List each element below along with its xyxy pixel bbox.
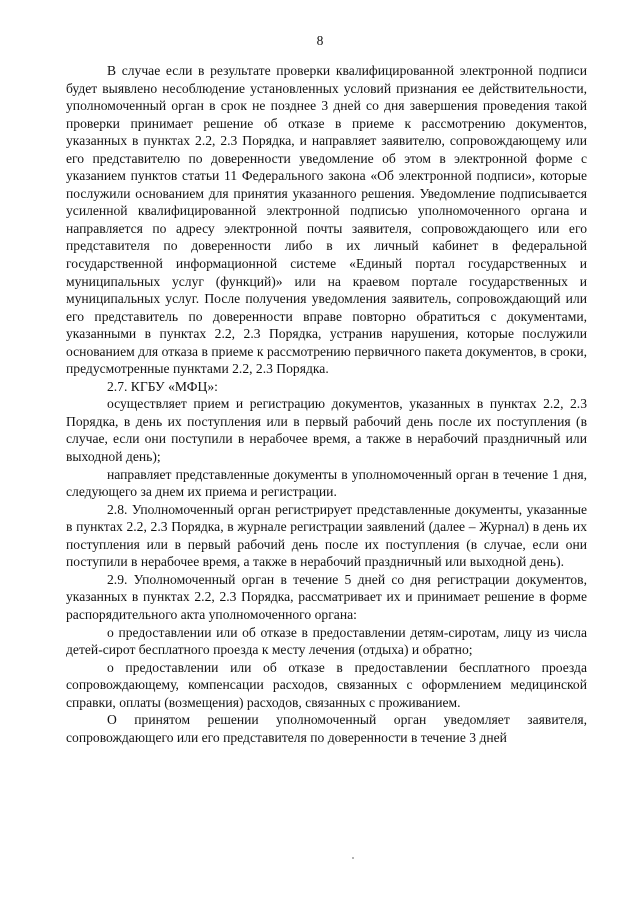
page-number: 8 xyxy=(316,33,324,48)
document-body xyxy=(66,62,587,746)
scan-speck xyxy=(352,857,354,859)
paragraph-2-7-receive: осуществляет прием и регистрацию документов, указанных в пунктах 2.2, 2.3 Порядка, в день их поступления или в первый рабочий день после их поступления (в случае, если они поступили в нерабочее время, а также в нерабочий праздничный или выходной день); xyxy=(66,396,587,465)
paragraph-2-8: 2.8. Уполномоченный орган регистрирует представленные документы, указанные в пунктах 2.2, 2.3 Порядка, в журнале регистрации заявлений (далее – Журнал) в день их поступления или в первый рабочий день после их поступления (в случае, если они поступили в нерабочее время, а также в нерабочий праздничный или выходной день). xyxy=(66,501,587,570)
paragraph-2-7-forward: направляет представленные документы в уполномоченный орган в течение 1 дня, следующего за днем их приема и регистрации. xyxy=(66,466,587,500)
paragraph-signature-check: В случае если в результате проверки квалифицированной электронной подписи будет выявлено несоблюдение установленных условий признания ее действительности, уполномоченный орган в срок не позднее 3 дней со дня завершения проведения такой проверки принимает решение об отказе в приеме к рассмотрению документов, указанных в пунктах 2.2, 2.3 Порядка, и направляет заявителю, сопровождающему или его представителю по доверенности уведомление об этом в электронной форме с указанием пунктов статьи 11 Федерального закона «Об электронной подписи», которые послужили основанием для принятия указанного решения. Уведомление подписывается усиленной квалифицированной электронной подписью уполномоченного органа и направляется по адресу электронной почты заявителя, сопровождающего или его представителя по доверенности либо в их личный кабинет в федеральной государственной информационной системе «Единый портал государственных и муниципальных услуг (функций)» или на краевом портале государственных и муниципальных услуг. После получения уведомления заявитель, сопровождающий или его представитель по доверенности вправе повторно обратиться с документами, указанными в пунктах 2.2, 2.3 Порядка, устранив нарушения, которые послужили основанием для отказа в приеме к рассмотрению первичного пакета документов, в сроки, предусмотренные пунктами 2.2, 2.3 Порядка. xyxy=(66,63,587,377)
paragraph-2-9-companion: о предоставлении или об отказе в предоставлении бесплатного проезда сопровождающему, компенсации расходов, связанных с оформлением медицинской справки, оплаты (возмещения) расходов, связанных с проживанием. xyxy=(66,659,587,710)
paragraph-notification: О принятом решении уполномоченный орган уведомляет заявителя, сопровождающего или его представителя по доверенности в течение 3 дней xyxy=(66,712,587,745)
paragraph-2-9-orphans: о предоставлении или об отказе в предоставлении детям-сиротам, лицу из числа детей-сирот бесплатного проезда к месту лечения (отдыха) и обратно; xyxy=(66,624,587,658)
paragraph-2-9: 2.9. Уполномоченный орган в течение 5 дней со дня регистрации документов, указанных в пунктах 2.2, 2.3 Порядка, рассматривает их и принимает решение в форме распорядительного акта уполномоченного органа: xyxy=(66,571,587,622)
paragraph-2-7-heading: 2.7. КГБУ «МФЦ»: xyxy=(107,378,218,394)
